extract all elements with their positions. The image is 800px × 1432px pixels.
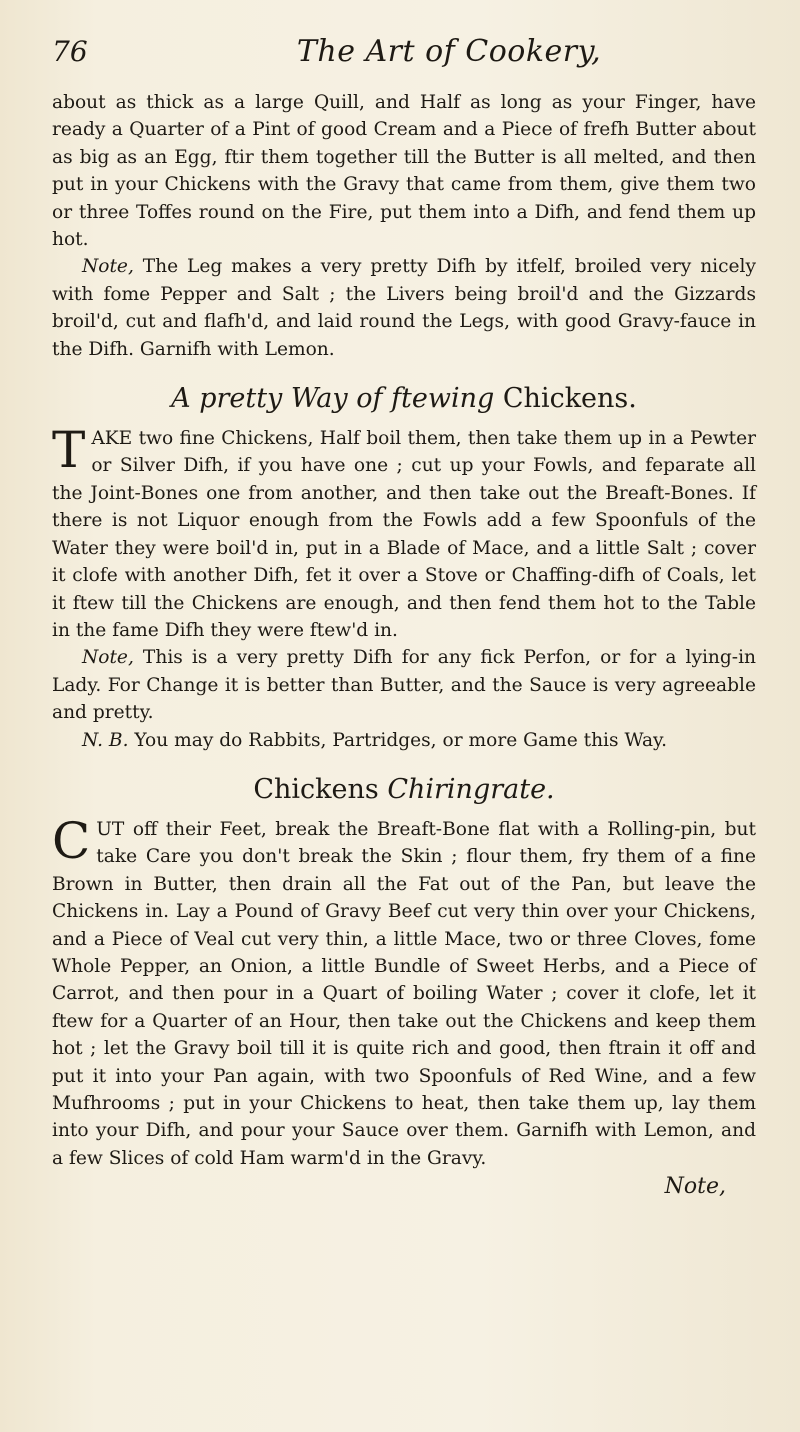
intro-paragraph: about as thick as a large Quill, and Half as long as your Finger, have ready a Quarter of a Pint of good Cream and a Piece of frefh Butter about as big as an Egg, ftir them together till the Butter is all melted, and then put in your Chickens with the Gravy that came from them, give them two or three Toffes round on the Fire, put them into a Difh, and fend them up hot. xyxy=(52,92,756,251)
note-label: Note, xyxy=(82,256,134,278)
stewing-note xyxy=(52,644,756,726)
recipe-heading-stewing xyxy=(52,381,756,417)
intro-note xyxy=(52,253,756,363)
heading-italic: A pretty Way of ftewing xyxy=(171,383,495,415)
drop-cap: T xyxy=(52,421,86,480)
recipe-heading-chiringrate xyxy=(52,772,756,808)
recipe-body-chiringrate xyxy=(52,811,756,1172)
body-text: UT off their Feet, break the Breaft-Bone flat with a Rolling-pin, but take Care you don't break the Skin ; flour them, fry them of a fine Brown in Butter, then drain all the Fat out of the Pan, but leave the Chickens in. Lay a Pound of Gravy Beef cut very thin over your Chickens, and a Piece of Veal cut very thin, a little Mace, two or three Cloves, fome Whole Pepper, an Onion, a little Bundle of Sweet Herbs, and a Piece of Carrot, and then pour in a Quart of boiling Water ; cover it clofe, let it ftew for a Quarter of an Hour, then take out the Chickens and keep them hot ; let the Gravy boil till it is quite rich and good, then ftrain it off and put it into your Pan again, with two Spoonfuls of Red Wine, and a few Mufhrooms ; put in your Chickens to heat, then take them up, lay them into your Difh, and pour your Sauce over them. Garnifh with Lemon, and a few Slices of cold Ham warm'd in the Gravy. xyxy=(52,818,756,1169)
heading-plain: Chickens. xyxy=(494,383,637,415)
nb-text: You may do Rabbits, Partridges, or more Game this Way. xyxy=(128,729,667,751)
recipe-body-stewing xyxy=(52,421,756,644)
book-title: The Art of Cookery, xyxy=(296,34,602,69)
heading-plain: Chickens xyxy=(253,773,388,805)
nb-label: N. B. xyxy=(82,729,129,751)
page-number: 76 xyxy=(52,35,88,68)
catchword: Note, xyxy=(664,1174,726,1200)
running-head xyxy=(52,34,756,69)
stewing-nb xyxy=(52,727,756,754)
drop-cap: C xyxy=(52,811,91,870)
heading-italic: Chiringrate. xyxy=(387,773,555,805)
note-text: This is a very pretty Difh for any fick Perfon, or for a lying-in Lady. For Change it is better than Butter, and the Sauce is very agreeable and pretty. xyxy=(52,647,756,724)
note-label: Note, xyxy=(82,647,134,669)
note-text: The Leg makes a very pretty Difh by itfelf, broiled very nicely with fome Pepper and Salt ; the Livers being broil'd and the Gizzards broil'd, cut and flafh'd, and laid round the Legs, with good Gravy-fauce in the Difh. Garnifh with Lemon. xyxy=(52,256,756,360)
body-text: AKE two fine Chickens, Half boil them, then take them up in a Pewter or Silver Difh, if you have one ; cut up your Fowls, and feparate all the Joint-Bones one from another, and then take out the Breaft-Bones. If there is not Liquor enough from the Fowls add a few Spoonfuls of the Water they were boil'd in, put in a Blade of Mace, and a little Salt ; cover it clofe with another Difh, fet it over a Stove or Chaffing-difh of Coals, let it ftew till the Chickens are enough, and then fend them hot to the Table in the fame Difh they were ftew'd in. xyxy=(52,428,756,641)
